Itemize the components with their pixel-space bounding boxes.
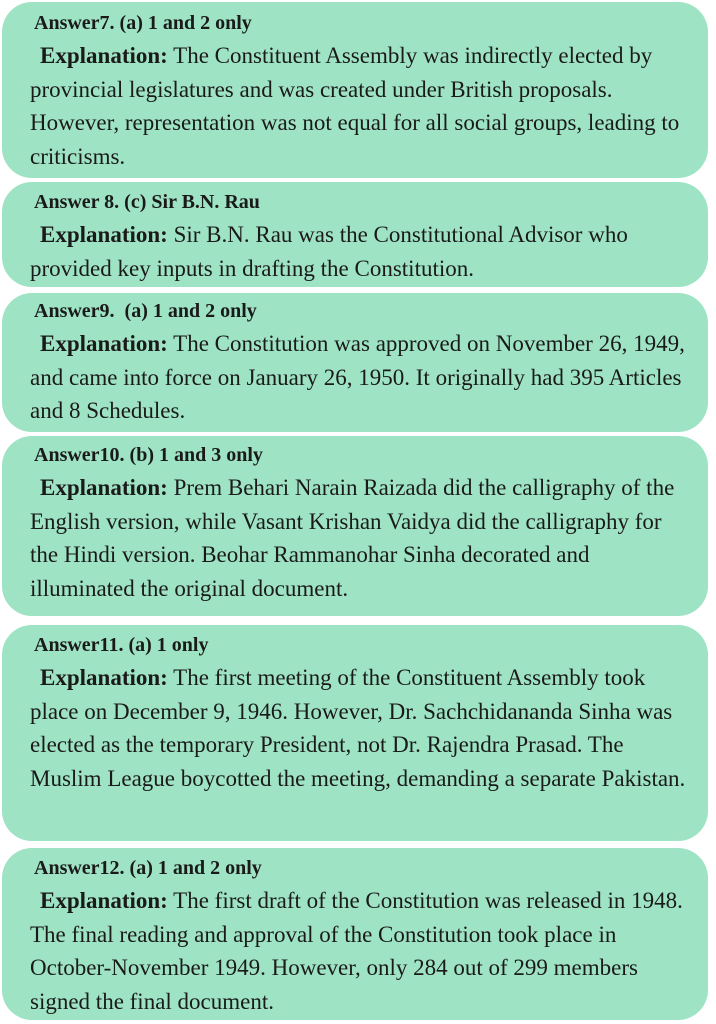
- explanation-label: Explanation:: [40, 331, 168, 356]
- explanation-label: Explanation:: [40, 475, 168, 500]
- explanation-paragraph: [30, 218, 692, 285]
- explanation-text: The Constituent Assembly was indirectly elected by provincial legislatures and was created under British proposals. However, representation was not equal for all social groups, leading to criticisms.: [30, 43, 680, 169]
- answer-heading: Answer 8. (c) Sir B.N. Rau: [34, 191, 260, 213]
- answer-card-7: [2, 2, 708, 178]
- explanation-paragraph: [30, 661, 692, 795]
- answer-heading: Answer9. (a) 1 and 2 only: [34, 300, 257, 322]
- explanation-text: Prem Behari Narain Raizada did the calligraphy of the English version, while Vasant Krishan Vaidya did the calligraphy for the Hindi version. Beohar Rammanohar Sinha decorated and illuminated the original document.: [30, 475, 675, 601]
- explanation-label: Explanation:: [40, 222, 168, 247]
- answer-card-9: [2, 293, 708, 432]
- explanation-paragraph: [30, 39, 692, 173]
- explanation-paragraph: [30, 884, 692, 1018]
- explanation-text: The first meeting of the Constituent Assembly took place on December 9, 1946. However, Dr. Sachchidananda Sinha was elected as the temporary President, not Dr. Rajendra Prasad. The Muslim League boycotted the meeting, demanding a separate Pakistan.: [30, 665, 686, 791]
- answer-heading: Answer12. (a) 1 and 2 only: [34, 857, 262, 879]
- explanation-paragraph: [30, 327, 692, 428]
- answer-heading: Answer7. (a) 1 and 2 only: [34, 12, 252, 34]
- explanation-label: Explanation:: [40, 43, 168, 68]
- explanation-paragraph: [30, 471, 692, 605]
- answer-card-12: [2, 848, 708, 1020]
- answer-card-10: [2, 436, 708, 616]
- answer-heading: Answer11. (a) 1 only: [34, 634, 209, 656]
- answer-card-8: [2, 182, 708, 287]
- explanation-label: Explanation:: [40, 665, 168, 690]
- explanation-text: The first draft of the Constitution was released in 1948. The final reading and approval of the Constitution took place in October-November 1949. However, only 284 out of 299 members signed the final document.: [30, 888, 683, 1014]
- explanation-label: Explanation:: [40, 888, 168, 913]
- explanation-text: Sir B.N. Rau was the Constitutional Advisor who provided key inputs in drafting the Constitution.: [30, 222, 628, 281]
- explanation-text: The Constitution was approved on November 26, 1949, and came into force on January 26, 1950. It originally had 395 Articles and 8 Schedules.: [30, 331, 685, 423]
- answer-card-11: [2, 625, 708, 841]
- answer-heading: Answer10. (b) 1 and 3 only: [34, 444, 263, 466]
